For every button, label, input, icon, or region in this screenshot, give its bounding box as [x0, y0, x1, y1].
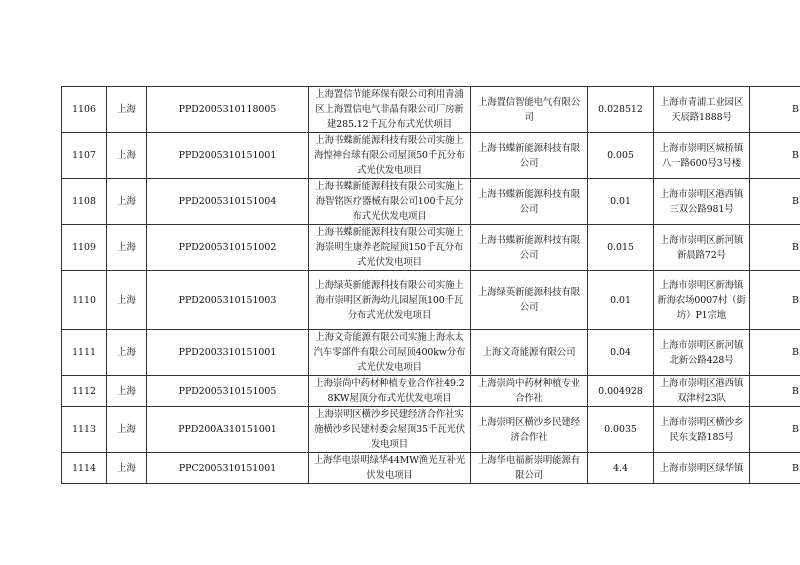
row-capacity-cell: 0.028512 — [588, 87, 654, 133]
row-address-cell: 上海市崇明区新河镇新晨路72号 — [654, 225, 750, 271]
row-region-cell: 上海 — [107, 330, 147, 376]
row-project-cell: 上海崇明区横沙乡民建经济合作社实施横沙乡民建村委会屋顶35千瓦光伏发电项目 — [309, 407, 471, 453]
table-row — [62, 87, 800, 133]
row-owner-cell: 上海绿英新能源科技有限公司 — [471, 271, 588, 330]
row-code-cell: PPD200A310151001 — [147, 407, 309, 453]
row-owner-cell: 上海华电福新崇明能源有限公司 — [471, 453, 588, 484]
projects-table — [61, 86, 800, 484]
row-region-cell: 上海 — [107, 407, 147, 453]
row-project-cell: 上海书蝶新能源科技有限公司实施上海崇明生康养老院屋顶150千瓦分布式光伏发电项目 — [309, 225, 471, 271]
row-owner-cell: 上海崇明区横沙乡民建经济合作社 — [471, 407, 588, 453]
row-capacity-cell: 0.004928 — [588, 376, 654, 407]
table-row — [62, 453, 800, 484]
row-grade-cell: B — [750, 407, 800, 453]
row-address-cell: 上海市崇明区绿华镇 — [654, 453, 750, 484]
row-region-cell: 上海 — [107, 87, 147, 133]
row-grade-cell: B — [750, 271, 800, 330]
row-grade-cell: B — [750, 133, 800, 179]
row-project-cell: 上海绿英新能源科技有限公司实施上海市崇明区新海幼儿园屋顶100千瓦分布式光伏发电项目 — [309, 271, 471, 330]
row-grade-cell: B — [750, 225, 800, 271]
row-id-cell: 1110 — [62, 271, 107, 330]
row-id-cell: 1113 — [62, 407, 107, 453]
row-owner-cell: 上海书蝶新能源科技有限公司 — [471, 179, 588, 225]
row-address-cell: 上海市崇明区港西镇三双公路981号 — [654, 179, 750, 225]
row-id-cell: 1112 — [62, 376, 107, 407]
row-owner-cell: 上海崇尚中药材种植专业合作社 — [471, 376, 588, 407]
row-owner-cell: 上海置信智能电气有限公司 — [471, 87, 588, 133]
row-code-cell: PPD2005310151003 — [147, 271, 309, 330]
row-region-cell: 上海 — [107, 179, 147, 225]
row-id-cell: 1107 — [62, 133, 107, 179]
row-id-cell: 1108 — [62, 179, 107, 225]
table-row — [62, 271, 800, 330]
row-project-cell: 上海崇尚中药材种植专业合作社49.28KW屋顶分布式光伏发电项目 — [309, 376, 471, 407]
row-id-cell: 1114 — [62, 453, 107, 484]
row-grade-cell: B — [750, 87, 800, 133]
row-code-cell: PPD2005310151004 — [147, 179, 309, 225]
row-owner-cell: 上海书蝶新能源科技有限公司 — [471, 225, 588, 271]
row-capacity-cell: 0.015 — [588, 225, 654, 271]
table-row — [62, 330, 800, 376]
row-id-cell: 1106 — [62, 87, 107, 133]
table-row — [62, 179, 800, 225]
row-id-cell: 1111 — [62, 330, 107, 376]
row-region-cell: 上海 — [107, 225, 147, 271]
row-address-cell: 上海市青浦工业园区天辰路1888号 — [654, 87, 750, 133]
table-row — [62, 133, 800, 179]
row-code-cell: PPD2005310151002 — [147, 225, 309, 271]
row-capacity-cell: 0.04 — [588, 330, 654, 376]
row-code-cell: PPD2005310118005 — [147, 87, 309, 133]
row-code-cell: PPD2005310151005 — [147, 376, 309, 407]
row-region-cell: 上海 — [107, 453, 147, 484]
row-project-cell: 上海书蝶新能源科技有限公司实施上海惶神台球有限公司屋顶50千瓦分布式光伏发电项目 — [309, 133, 471, 179]
row-project-cell: 上海置信节能环保有限公司利用青浦区上海置信电气非晶有限公司厂房新建285.12千瓦分布式光伏项目 — [309, 87, 471, 133]
row-capacity-cell: 0.01 — [588, 271, 654, 330]
row-capacity-cell: 0.005 — [588, 133, 654, 179]
row-code-cell: PPD2005310151001 — [147, 133, 309, 179]
row-grade-cell: B — [750, 453, 800, 484]
table-row — [62, 376, 800, 407]
row-address-cell: 上海市崇明区城桥镇八一路600号3号楼 — [654, 133, 750, 179]
row-capacity-cell: 0.0035 — [588, 407, 654, 453]
row-grade-cell: B — [750, 376, 800, 407]
row-project-cell: 上海书蝶新能源科技有限公司实施上海智铭医疗器械有限公司100千瓦分布式光伏发电项目 — [309, 179, 471, 225]
row-capacity-cell: 0.01 — [588, 179, 654, 225]
row-code-cell: PPC2005310151001 — [147, 453, 309, 484]
row-project-cell: 上海华电崇明绿华44MW渔光互补光伏发电项目 — [309, 453, 471, 484]
row-address-cell: 上海市崇明区新海镇新海农场0007村（街坊）P1宗地 — [654, 271, 750, 330]
table-row — [62, 407, 800, 453]
row-capacity-cell: 4.4 — [588, 453, 654, 484]
row-region-cell: 上海 — [107, 376, 147, 407]
row-address-cell: 上海市崇明区港西镇双津村23队 — [654, 376, 750, 407]
row-grade-cell: B — [750, 330, 800, 376]
row-address-cell: 上海市崇明区新河镇北新公路428号 — [654, 330, 750, 376]
row-owner-cell: 上海书蝶新能源科技有限公司 — [471, 133, 588, 179]
row-project-cell: 上海文奇能源有限公司实施上海永太汽车零部件有限公司屋顶400kw分布式光伏发电项目 — [309, 330, 471, 376]
row-region-cell: 上海 — [107, 133, 147, 179]
row-grade-cell: B — [750, 179, 800, 225]
row-code-cell: PPD2003310151001 — [147, 330, 309, 376]
row-owner-cell: 上海文奇能源有限公司 — [471, 330, 588, 376]
row-id-cell: 1109 — [62, 225, 107, 271]
row-address-cell: 上海市崇明区横沙乡民东支路185号 — [654, 407, 750, 453]
row-region-cell: 上海 — [107, 271, 147, 330]
table-row — [62, 225, 800, 271]
